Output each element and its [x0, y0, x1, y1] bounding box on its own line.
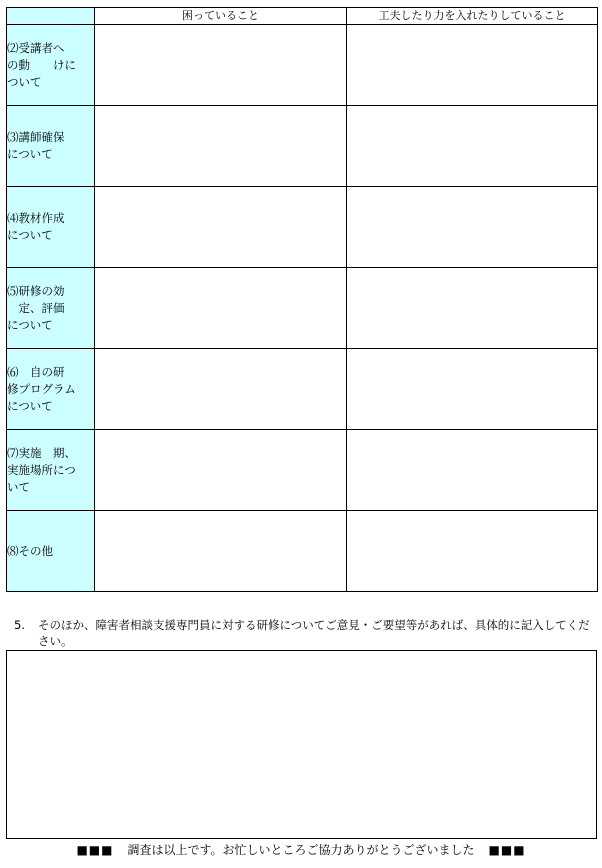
row-label-cell	[7, 430, 95, 511]
survey-table	[6, 7, 598, 592]
row-label-cell	[7, 349, 95, 430]
row-label: ⑶講師確保 について	[7, 130, 65, 161]
row-label-cell	[7, 187, 95, 268]
table-header-problems: 困っていること	[95, 8, 347, 25]
row-label: ⑻その他	[7, 543, 53, 558]
problems-answer-cell[interactable]	[95, 187, 347, 268]
problems-answer-cell[interactable]	[95, 430, 347, 511]
problems-answer-cell[interactable]	[95, 106, 347, 187]
row-label-cell	[7, 268, 95, 349]
question-5-answer-box[interactable]	[6, 650, 597, 839]
table-row	[7, 187, 598, 268]
problems-answer-cell[interactable]	[95, 349, 347, 430]
footer-right-marks: ■■■	[488, 843, 526, 857]
footer-message: 調査は以上です。お忙しいところご協力ありがとうございました	[127, 843, 475, 857]
efforts-answer-cell[interactable]	[347, 25, 598, 106]
table-row	[7, 430, 598, 511]
row-label-cell	[7, 25, 95, 106]
row-label: ⑵受講者へ の動 けに ついて	[7, 40, 76, 89]
efforts-answer-cell[interactable]	[347, 511, 598, 592]
question-5	[14, 617, 594, 649]
table-header-efforts: 工夫したり力を入れたりしていること	[347, 8, 598, 25]
row-label: ⑹ 自の研 修プログラム について	[7, 364, 76, 413]
efforts-answer-cell[interactable]	[347, 349, 598, 430]
problems-answer-cell[interactable]	[95, 268, 347, 349]
row-label-cell	[7, 106, 95, 187]
survey-footer	[0, 842, 602, 858]
question-5-number: 5.	[14, 618, 25, 632]
problems-answer-cell[interactable]	[95, 511, 347, 592]
row-label-cell	[7, 511, 95, 592]
row-label: ⑷教材作成 について	[7, 211, 65, 242]
row-label: ⑸研修の効 定、評価 について	[7, 283, 65, 332]
row-label: ⑺実施 期、 実施場所につ いて	[7, 445, 76, 494]
table-row	[7, 349, 598, 430]
question-5-text: そのほか、障害者相談支援専門員に対する研修についてご意見・ご要望等があれば、具体的に記入してください。	[38, 618, 590, 648]
efforts-answer-cell[interactable]	[347, 187, 598, 268]
table-row	[7, 268, 598, 349]
efforts-answer-cell[interactable]	[347, 268, 598, 349]
problems-answer-cell[interactable]	[95, 25, 347, 106]
table-row	[7, 25, 598, 106]
table-header-corner	[7, 8, 95, 25]
efforts-answer-cell[interactable]	[347, 430, 598, 511]
table-header-row	[7, 8, 598, 25]
efforts-answer-cell[interactable]	[347, 106, 598, 187]
table-row	[7, 511, 598, 592]
footer-left-marks: ■■■	[76, 843, 114, 857]
table-row	[7, 106, 598, 187]
